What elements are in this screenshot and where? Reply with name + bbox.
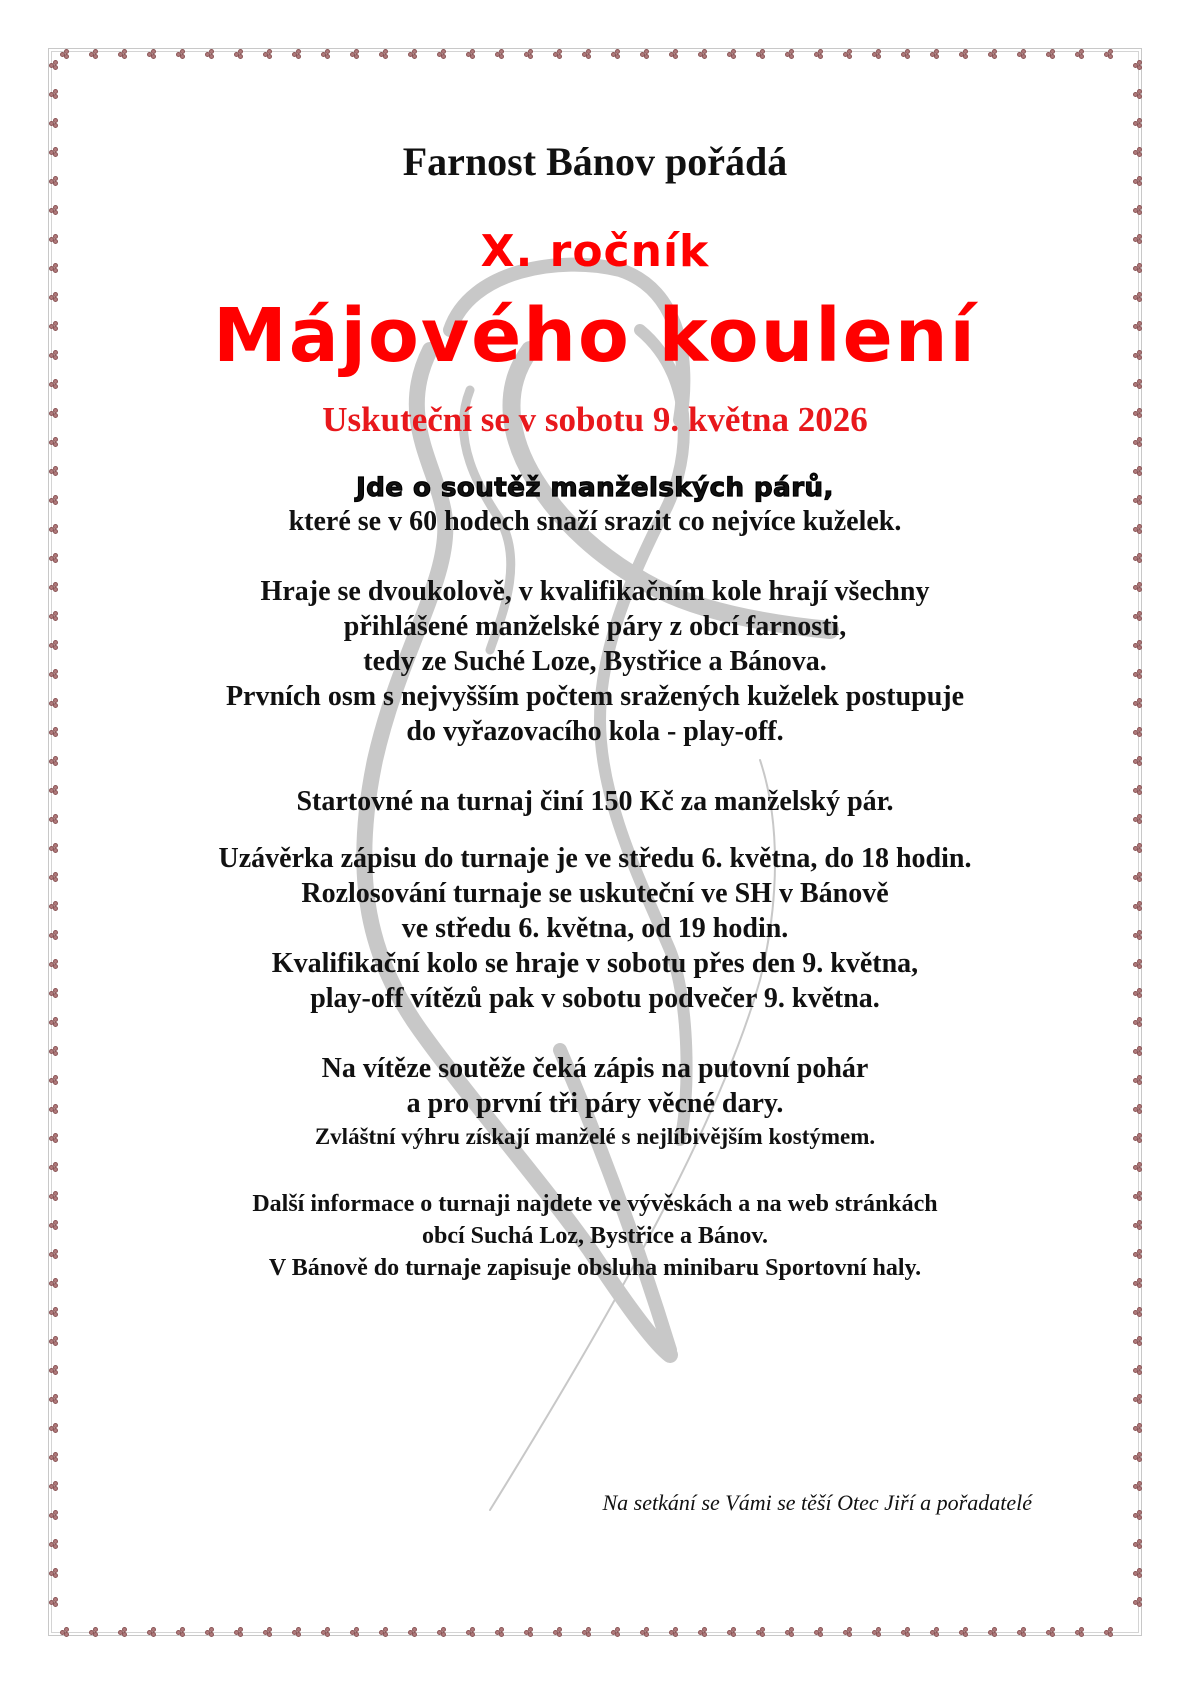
signature-text: Na setkání se Vámi se těší Otec Jiří a pořadatelé — [602, 1490, 1032, 1515]
border-ornament-icon — [147, 49, 155, 57]
border-ornament-icon — [49, 147, 57, 155]
border-ornament-icon — [1133, 205, 1141, 213]
lead-text: které se v 60 hodech snaží srazit co nejvíce kuželek. — [288, 506, 902, 537]
border-ornament-icon — [669, 49, 677, 57]
border-ornament-icon — [1133, 901, 1141, 909]
border-ornament-icon — [49, 785, 57, 793]
info-line: obcí Suchá Loz, Bystřice a Bánov. — [421, 1223, 769, 1249]
border-ornament-icon — [1133, 1307, 1141, 1315]
border-ornament-icon — [49, 1133, 57, 1141]
border-ornament-icon — [49, 1394, 57, 1402]
border-ornament-icon — [49, 1481, 57, 1489]
border-ornament-icon — [1133, 60, 1141, 68]
border-ornament-icon — [49, 640, 57, 648]
border-ornament-icon — [49, 901, 57, 909]
border-ornament-icon — [872, 49, 880, 57]
border-ornament-icon — [49, 1104, 57, 1112]
border-ornament-icon — [1017, 49, 1025, 57]
organizer-heading: Farnost Bánov pořádá — [402, 139, 788, 184]
border-ornament-icon — [1075, 49, 1083, 57]
border-ornament-icon — [49, 60, 57, 68]
border-ornament-icon — [350, 1627, 358, 1635]
border-ornament-icon — [408, 49, 416, 57]
border-ornament-icon — [379, 49, 387, 57]
border-ornament-icon — [1104, 49, 1112, 57]
border-ornament-icon — [1133, 118, 1141, 126]
border-ornament-icon — [49, 292, 57, 300]
border-ornament-icon — [785, 1627, 793, 1635]
prize-line: Na vítěze soutěže čeká zápis na putovní pohár — [321, 1053, 869, 1084]
border-ornament-icon — [60, 49, 68, 57]
border-ornament-icon — [49, 234, 57, 242]
border-ornament-icon — [669, 1627, 677, 1635]
border-ornament-icon — [49, 1046, 57, 1054]
border-ornament-icon — [292, 1627, 300, 1635]
border-ornament-icon — [1133, 1568, 1141, 1576]
border-ornament-icon — [263, 1627, 271, 1635]
border-ornament-icon — [524, 49, 532, 57]
event-title: Májového koulení — [213, 293, 977, 379]
border-ornament-icon — [1133, 669, 1141, 677]
border-ornament-icon — [1133, 1423, 1141, 1431]
border-ornament-icon — [1075, 1627, 1083, 1635]
border-ornament-icon — [147, 1627, 155, 1635]
schedule-paragraph — [100, 841, 1090, 1016]
border-ornament-icon — [1133, 1365, 1141, 1373]
border-ornament-icon — [727, 49, 735, 57]
border-ornament-icon — [49, 611, 57, 619]
info-line: Další informace o turnaji najdete ve vývěskách a na web stránkách — [252, 1191, 938, 1217]
border-ornament-icon — [49, 379, 57, 387]
poster-content — [100, 120, 1090, 1284]
border-ornament-icon — [205, 49, 213, 57]
border-ornament-icon — [1133, 727, 1141, 735]
border-ornament-icon — [1133, 1597, 1141, 1605]
border-ornament-icon — [89, 1627, 97, 1635]
border-ornament-icon — [553, 49, 561, 57]
border-ornament-icon — [49, 988, 57, 996]
border-ornament-icon — [60, 1627, 68, 1635]
format-line: Prvních osm s nejvyšším počtem sražených kuželek postupuje — [225, 681, 965, 712]
border-ornament-icon — [930, 1627, 938, 1635]
border-ornament-icon — [1133, 1162, 1141, 1170]
special-prize-text: Zvláštní výhru získají manželé s nejlíbivějším kostýmem. — [314, 1124, 876, 1149]
border-ornament-icon — [49, 1336, 57, 1344]
border-ornament-icon — [1133, 1075, 1141, 1083]
border-ornament-icon — [49, 205, 57, 213]
border-ornament-icon — [1133, 350, 1141, 358]
border-ornament-icon — [49, 756, 57, 764]
border-ornament-icon — [959, 1627, 967, 1635]
border-ornament-icon — [611, 49, 619, 57]
border-ornament-icon — [234, 1627, 242, 1635]
entry-fee-text: Startovné na turnaj činí 150 Kč za manželský pár. — [296, 786, 894, 817]
format-line: tedy ze Suché Loze, Bystřice a Bánova. — [363, 646, 827, 677]
border-ornament-icon — [49, 408, 57, 416]
border-ornament-icon — [49, 118, 57, 126]
border-ornament-icon — [89, 49, 97, 57]
border-ornament-icon — [49, 727, 57, 735]
edition-heading: X. ročník — [480, 226, 710, 277]
border-ornament-icon — [1133, 1017, 1141, 1025]
border-ornament-icon — [49, 350, 57, 358]
border-ornament-icon — [49, 1423, 57, 1431]
border-ornament-icon — [1133, 408, 1141, 416]
border-ornament-icon — [1133, 263, 1141, 271]
format-line: Hraje se dvoukolově, v kvalifikačním kole hrají všechny — [260, 576, 930, 607]
border-ornament-icon — [1133, 1220, 1141, 1228]
border-ornament-icon — [611, 1627, 619, 1635]
border-ornament-icon — [1133, 582, 1141, 590]
border-ornament-icon — [756, 1627, 764, 1635]
info-paragraph — [100, 1188, 1090, 1284]
border-ornament-icon — [1133, 321, 1141, 329]
border-ornament-icon — [118, 1627, 126, 1635]
border-ornament-icon — [49, 959, 57, 967]
border-ornament-icon — [524, 1627, 532, 1635]
border-ornament-icon — [814, 49, 822, 57]
border-ornament-icon — [49, 1220, 57, 1228]
border-ornament-icon — [1133, 1394, 1141, 1402]
schedule-line: Rozlosování turnaje se uskuteční ve SH v Bánově — [301, 878, 889, 909]
border-ornament-icon — [1133, 1336, 1141, 1344]
border-ornament-icon — [640, 1627, 648, 1635]
border-ornament-icon — [1133, 524, 1141, 532]
border-ornament-icon — [1133, 234, 1141, 242]
border-ornament-icon — [843, 49, 851, 57]
border-ornament-icon — [1046, 49, 1054, 57]
event-date: Uskuteční se v sobotu 9. května 2026 — [322, 400, 868, 439]
border-ornament-icon — [988, 49, 996, 57]
border-ornament-icon — [930, 49, 938, 57]
border-ornament-icon — [49, 1539, 57, 1547]
border-ornament-icon — [1133, 495, 1141, 503]
border-ornament-icon — [814, 1627, 822, 1635]
border-ornament-icon — [1133, 1046, 1141, 1054]
border-ornament-icon — [901, 1627, 909, 1635]
border-ornament-icon — [49, 1162, 57, 1170]
schedule-line: Uzávěrka zápisu do turnaje je ve středu 6. května, do 18 hodin. — [218, 843, 972, 874]
border-ornament-icon — [1133, 814, 1141, 822]
border-ornament-icon — [1133, 872, 1141, 880]
border-ornament-icon — [49, 495, 57, 503]
border-ornament-icon — [49, 437, 57, 445]
info-line: V Bánově do turnaje zapisuje obsluha minibaru Sportovní haly. — [268, 1255, 922, 1281]
border-ornament-icon — [1133, 959, 1141, 967]
border-ornament-icon — [49, 1452, 57, 1460]
border-ornament-icon — [872, 1627, 880, 1635]
border-ornament-icon — [553, 1627, 561, 1635]
border-ornament-icon — [49, 1191, 57, 1199]
border-ornament-icon — [756, 49, 764, 57]
border-ornament-icon — [321, 1627, 329, 1635]
border-ornament-icon — [698, 1627, 706, 1635]
border-ornament-icon — [1133, 466, 1141, 474]
border-ornament-icon — [1133, 147, 1141, 155]
border-ornament-icon — [582, 1627, 590, 1635]
border-ornament-icon — [1133, 1278, 1141, 1286]
border-ornament-icon — [1133, 1452, 1141, 1460]
border-ornament-icon — [292, 49, 300, 57]
border-ornament-icon — [49, 524, 57, 532]
format-line: do vyřazovacího kola - play-off. — [406, 716, 784, 747]
border-ornament-icon — [49, 843, 57, 851]
border-ornament-icon — [205, 1627, 213, 1635]
border-ornament-icon — [727, 1627, 735, 1635]
border-ornament-icon — [49, 1307, 57, 1315]
border-ornament-icon — [49, 1597, 57, 1605]
border-ornament-icon — [698, 49, 706, 57]
border-ornament-icon — [959, 49, 967, 57]
border-ornament-icon — [1017, 1627, 1025, 1635]
border-ornament-icon — [1133, 1539, 1141, 1547]
schedule-line: ve středu 6. května, od 19 hodin. — [401, 913, 789, 944]
border-ornament-icon — [843, 1627, 851, 1635]
prize-line: a pro první tři páry věcné dary. — [406, 1088, 784, 1119]
border-ornament-icon — [49, 1568, 57, 1576]
border-ornament-icon — [350, 49, 358, 57]
border-ornament-icon — [1133, 988, 1141, 996]
border-ornament-icon — [437, 49, 445, 57]
border-ornament-icon — [901, 49, 909, 57]
border-ornament-icon — [49, 553, 57, 561]
border-ornament-icon — [49, 872, 57, 880]
border-ornament-icon — [466, 49, 474, 57]
border-ornament-icon — [1133, 379, 1141, 387]
border-ornament-icon — [49, 1365, 57, 1373]
border-ornament-icon — [1133, 1104, 1141, 1112]
border-ornament-icon — [1133, 437, 1141, 445]
border-ornament-icon — [1133, 843, 1141, 851]
border-ornament-icon — [176, 49, 184, 57]
border-ornament-icon — [1133, 785, 1141, 793]
border-ornament-icon — [49, 1017, 57, 1025]
border-ornament-icon — [785, 49, 793, 57]
border-ornament-icon — [49, 263, 57, 271]
border-ornament-icon — [988, 1627, 996, 1635]
format-line: přihlášené manželské páry z obcí farnosti, — [343, 611, 847, 642]
border-ornament-icon — [49, 814, 57, 822]
prize-paragraph — [100, 1051, 1090, 1153]
border-ornament-icon — [1133, 1481, 1141, 1489]
border-ornament-icon — [1133, 1249, 1141, 1257]
border-ornament-icon — [466, 1627, 474, 1635]
border-ornament-icon — [1104, 1627, 1112, 1635]
border-ornament-icon — [1133, 930, 1141, 938]
border-ornament-icon — [234, 49, 242, 57]
border-ornament-icon — [49, 669, 57, 677]
border-ornament-icon — [49, 582, 57, 590]
border-ornament-icon — [49, 1075, 57, 1083]
border-ornament-icon — [1133, 292, 1141, 300]
border-ornament-icon — [176, 1627, 184, 1635]
border-ornament-icon — [1133, 176, 1141, 184]
border-ornament-icon — [49, 176, 57, 184]
border-ornament-icon — [49, 89, 57, 97]
border-ornament-icon — [49, 1510, 57, 1518]
border-ornament-icon — [495, 49, 503, 57]
border-ornament-icon — [1133, 553, 1141, 561]
border-ornament-icon — [49, 321, 57, 329]
border-ornament-icon — [118, 49, 126, 57]
border-ornament-icon — [1133, 756, 1141, 764]
schedule-line: play-off vítězů pak v sobotu podvečer 9. května. — [310, 983, 880, 1014]
border-ornament-icon — [1133, 1510, 1141, 1518]
border-ornament-icon — [1133, 640, 1141, 648]
border-ornament-icon — [49, 1278, 57, 1286]
border-ornament-icon — [49, 466, 57, 474]
border-ornament-icon — [1046, 1627, 1054, 1635]
format-paragraph — [100, 574, 1090, 749]
border-ornament-icon — [49, 930, 57, 938]
schedule-line: Kvalifikační kolo se hraje v sobotu přes den 9. května, — [271, 948, 919, 979]
border-ornament-icon — [1133, 698, 1141, 706]
border-ornament-icon — [437, 1627, 445, 1635]
border-ornament-icon — [640, 49, 648, 57]
border-ornament-icon — [495, 1627, 503, 1635]
border-ornament-icon — [49, 1249, 57, 1257]
border-ornament-icon — [1133, 1191, 1141, 1199]
border-ornament-icon — [1133, 89, 1141, 97]
border-ornament-icon — [1133, 611, 1141, 619]
border-ornament-icon — [408, 1627, 416, 1635]
border-ornament-icon — [1133, 1133, 1141, 1141]
lead-bold-text: Jde o soutěž manželských párů, — [356, 473, 834, 503]
border-ornament-icon — [263, 49, 271, 57]
border-ornament-icon — [321, 49, 329, 57]
border-ornament-icon — [49, 698, 57, 706]
border-ornament-icon — [379, 1627, 387, 1635]
border-ornament-icon — [582, 49, 590, 57]
